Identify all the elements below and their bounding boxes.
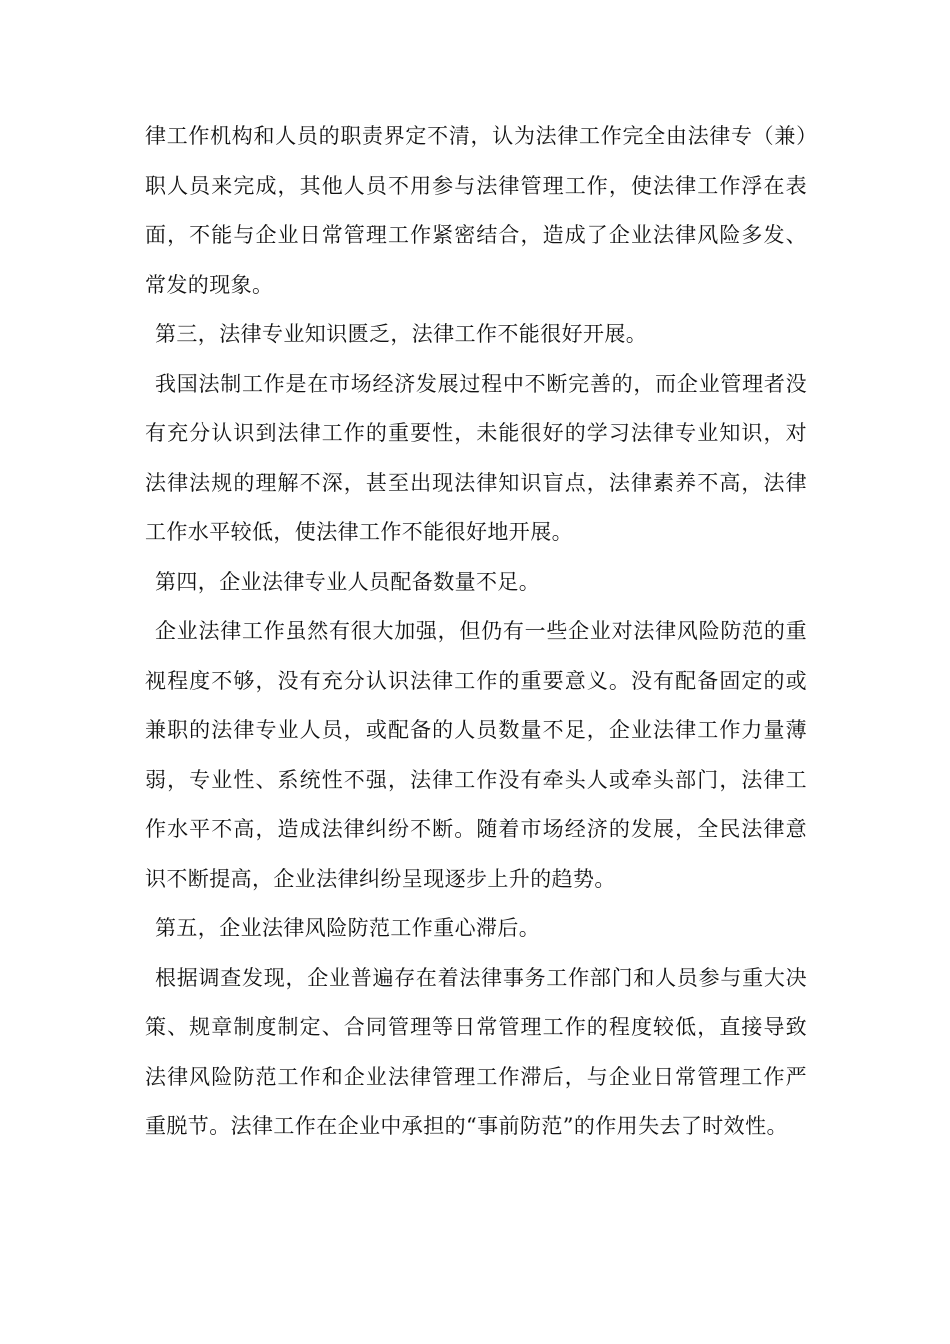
body-text: [145, 112, 807, 1152]
heading-fourth-point: 第四，企业法律专业人员配备数量不足。: [155, 569, 541, 594]
heading-third-point: 第三，法律专业知识匮乏，法律工作不能很好开展。: [155, 322, 648, 346]
paragraph-fifth-point: 根据调查发现，企业普遍存在着法律事务工作部门和人员参与重大决策、规章制度制定、合同管理等日常管理工作的程度较低，直接导致法律风险防范工作和企业法律管理工作滞后，与企业日常管理工作严重脱节。法律工作在企业中承担的“事前防范”的作用失去了时效性。: [145, 965, 807, 1138]
paragraph-fourth-point: 企业法律工作虽然有很大加强，但仍有一些企业对法律风险防范的重视程度不够，没有充分认识法律工作的重要意义。没有配备固定的或兼职的法律专业人员，或配备的人员数量不足，企业法律工作力量薄弱，专业性、系统性不强，法律工作没有牵头人或牵头部门，法律工作水平不高，造成法律纠纷不断。随着市场经济的发展，全民法律意识不断提高，企业法律纠纷呈现逐步上升的趋势。: [145, 619, 807, 891]
paragraph-continuation: 律工作机构和人员的职责界定不清，认为法律工作完全由法律专（兼）职人员来完成，其他人员不用参与法律管理工作，使法律工作浮在表面，不能与企业日常管理工作紧密结合，造成了企业法律风险多发、常发的现象。: [145, 124, 807, 297]
paragraph-third-point: 我国法制工作是在市场经济发展过程中不断完善的，而企业管理者没有充分认识到法律工作的重要性，未能很好的学习法律专业知识，对法律法规的理解不深，甚至出现法律知识盲点，法律素养不高，法律工作水平较低，使法律工作不能很好地开展。: [145, 371, 807, 544]
heading-fifth-point: 第五，企业法律风险防范工作重心滞后。: [155, 916, 541, 940]
